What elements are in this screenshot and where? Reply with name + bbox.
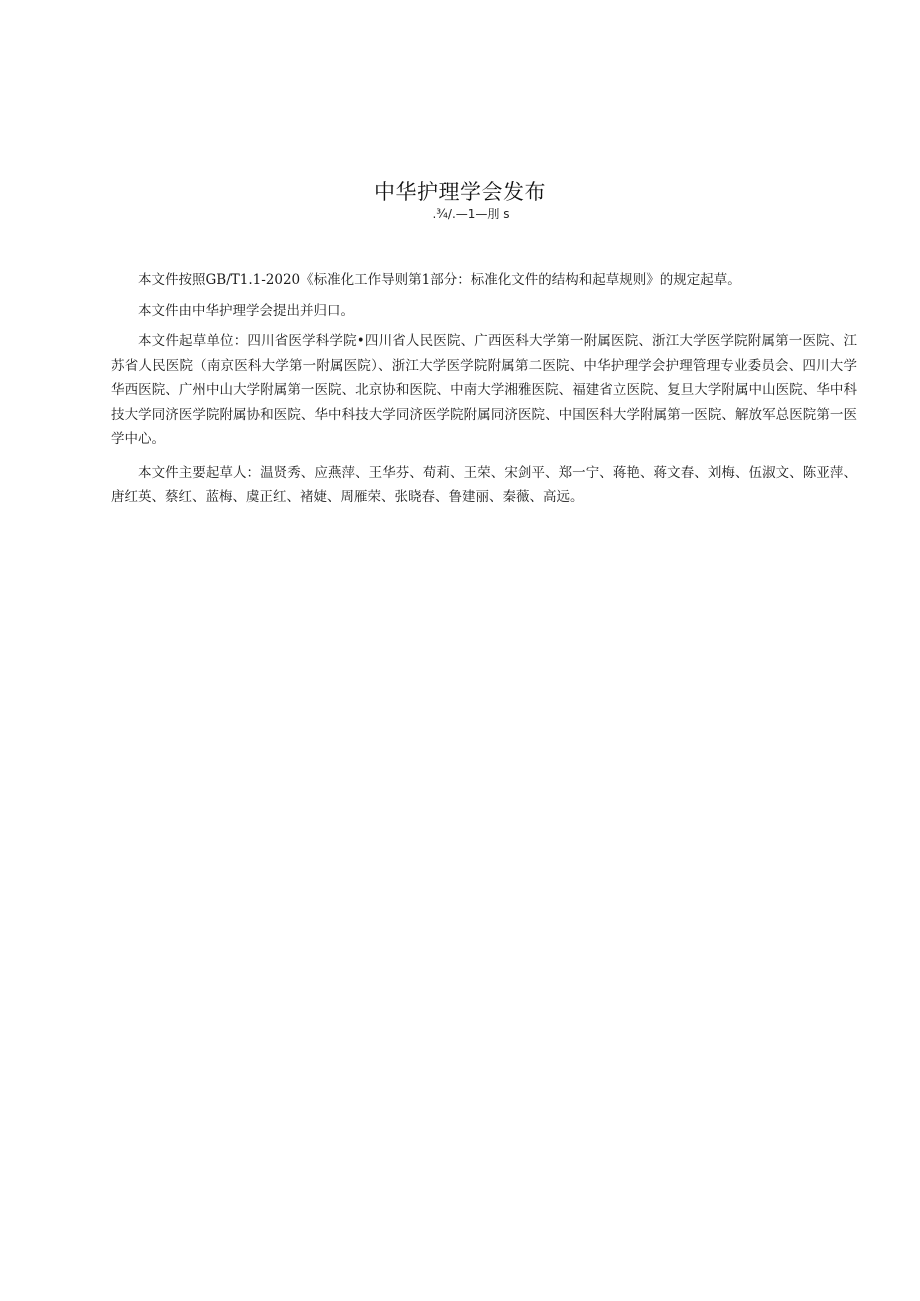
- document-header: [0, 178, 920, 222]
- paragraph-standard-basis: 本文件按照GB/T1.1-2020《标准化工作导则第1部分：标准化文件的结构和起草规则》的规定起草。: [138, 272, 741, 288]
- publisher-title: 中华护理学会发布: [374, 180, 546, 204]
- paragraph-drafters: 本文件主要起草人：温贤秀、应燕萍、王华芬、荀莉、王荣、宋剑平、郑一宁、蒋艳、蒋文春、刘梅、伍淑文、陈亚萍、唐红英、蔡红、蓝梅、虞正红、褚婕、周雁荣、张晓春、鲁建丽、秦薇、高远。: [111, 464, 857, 505]
- paragraph-drafting-units: 本文件起草单位：四川省医学科学院•四川省人民医院、广西医科大学第一附属医院、浙江大学医学院附属第一医院、江苏省人民医院（南京医科大学第一附属医院）、浙江大学医学院附属第二医院、中华护理学会护理管理专业委员会、四川大学华西医院、广州中山大学附属第一医院、北京协和医院、中南大学湘雅医院、福建省立医院、复旦大学附属中山医院、华中科技大学同济医学院附属协和医院、华中科技大学同济医学院附属同济医院、中国医科大学附属第一医院、解放军总医院第一医学中心。: [111, 333, 857, 447]
- foreword-body: [111, 268, 857, 510]
- foreword-heading: .¾/.—1—刖 s: [432, 207, 510, 221]
- paragraph-proposer: 本文件由中华护理学会提出并归口。: [138, 302, 354, 319]
